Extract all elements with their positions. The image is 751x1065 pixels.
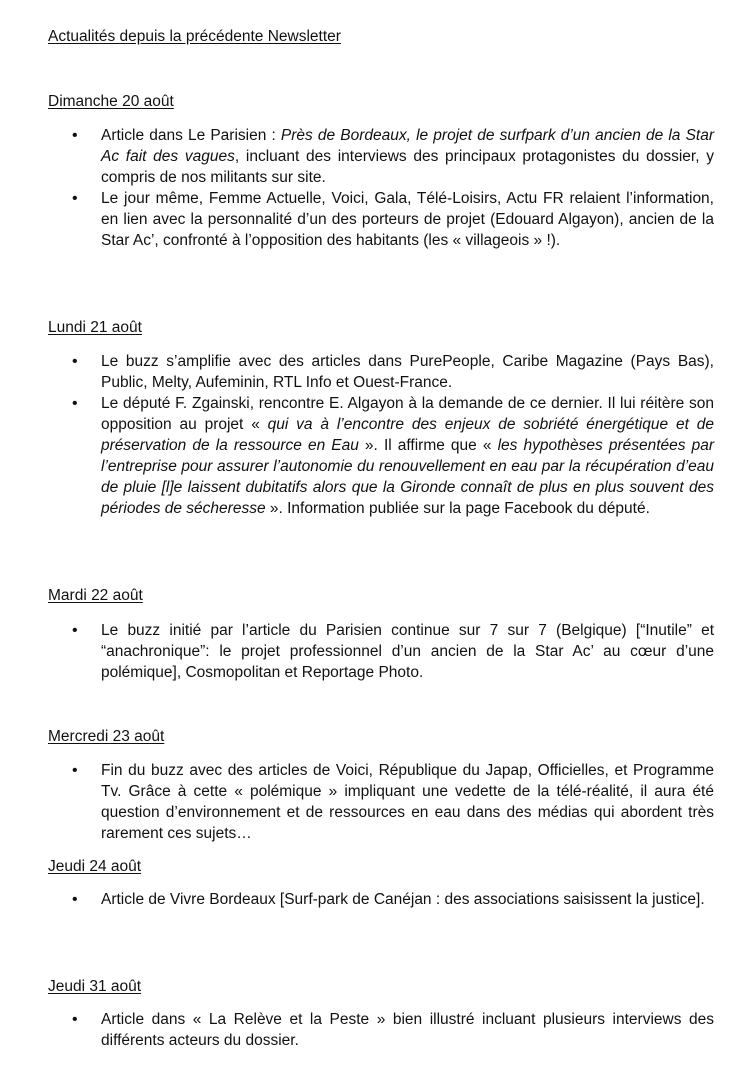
section-date-24-aout: Jeudi 24 août — [48, 858, 142, 875]
list-item: • Le député F. Zgainski, rencontre E. Algayon à la demande de ce dernier. Il lui réitère son opposition au projet « qui va à l’encontre des enjeux de sobriété énergétique et de préservation de la ressource en Eau ». Il affirme que « les hypothèses présentées par l’entreprise pour assurer l’autonomie du renouvellement en eau par la récupération d’eau de pluie [l]e laissent dubitatifs alors que la Gironde connaît de plus en plus souvent des périodes de sécheresse ». Information publiée sur la page Facebook du député. — [48, 393, 714, 519]
list-item: • Article dans Le Parisien : Près de Bordeaux, le projet de surfpark d’un ancien de la Star Ac fait des vagues, incluant des interviews des principaux protagonistes du dossier, y compris de nos militants sur site. — [48, 125, 714, 188]
section-list-20-aout — [48, 125, 714, 251]
section-date-21-aout: Lundi 21 août — [48, 319, 142, 336]
section-list-22-aout — [48, 620, 714, 683]
page-title: Actualités depuis la précédente Newsletter — [48, 28, 341, 45]
section-date-22-aout: Mardi 22 août — [48, 587, 143, 604]
list-item: • Le buzz s’amplifie avec des articles dans PurePeople, Caribe Magazine (Pays Bas), Public, Melty, Aufeminin, RTL Info et Ouest-France. — [48, 351, 714, 393]
section-date-31-aout: Jeudi 31 août — [48, 978, 142, 995]
section-date-23-aout: Mercredi 23 août — [48, 728, 165, 745]
section-list-24-aout — [48, 889, 714, 910]
section-list-21-aout — [48, 351, 714, 519]
list-item: • Le jour même, Femme Actuelle, Voici, Gala, Télé-Loisirs, Actu FR relaient l’information, en lien avec la personnalité d’un des porteurs de projet (Edouard Algayon), ancien de la Star Ac’, confronté à l’opposition des habitants (les « villageois » !). — [48, 188, 714, 251]
list-item: • Le buzz initié par l’article du Parisien continue sur 7 sur 7 (Belgique) [“Inutile” et “anachronique”: le projet professionnel d’un ancien de la Star Ac’ au cœur d’une polémique], Cosmopolitan et Reportage Photo. — [48, 620, 714, 683]
list-item: • Article de Vivre Bordeaux [Surf-park de Canéjan : des associations saisissent la justice]. — [48, 889, 714, 910]
section-list-23-aout — [48, 760, 714, 844]
list-item: • Fin du buzz avec des articles de Voici, République du Japap, Officielles, et Programme Tv. Grâce à cette « polémique » impliquant une vedette de la télé-réalité, il aura été question d’environnement et de ressources en eau dans des médias qui abordent très rarement ces sujets… — [48, 760, 714, 844]
section-list-31-aout — [48, 1009, 714, 1051]
section-date-20-aout: Dimanche 20 août — [48, 93, 174, 110]
list-item: • Article dans « La Relève et la Peste » bien illustré incluant plusieurs interviews des différents acteurs du dossier. — [48, 1009, 714, 1051]
